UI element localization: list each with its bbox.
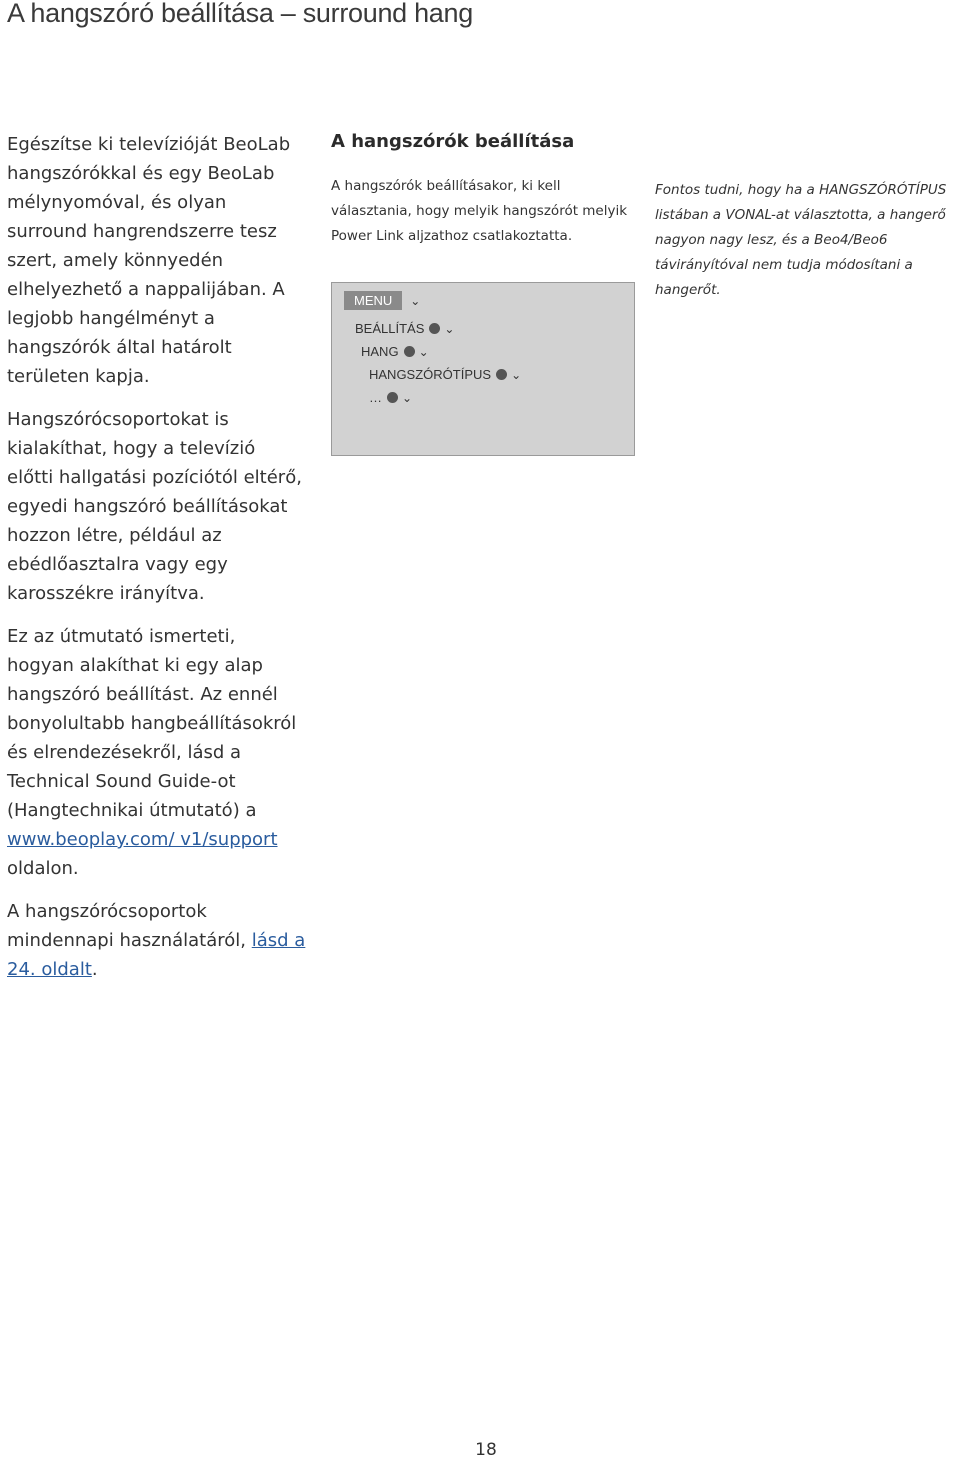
chevron-down-icon: ⌄	[444, 321, 455, 336]
speaker-groups-paragraph: Hangszórócsoportokat is kialakíthat, hogy a televízió előtti hallgatási pozíciótól eltérő, egyedi hangszóró beállításokat hozzon létre, például az ebédlőasztalra vagy egy karosszékre irányítva.	[7, 409, 302, 604]
select-dot-icon	[387, 392, 398, 403]
menu-item-speaker-type: HANGSZÓRÓTÍPUS	[369, 367, 492, 382]
guide-text-end: oldalon.	[7, 858, 79, 879]
page-24-link[interactable]: lásd a 24. oldalt	[7, 930, 306, 980]
beoplay-support-link[interactable]: www.beoplay.com/ v1/support	[7, 829, 278, 850]
select-dot-icon	[429, 323, 440, 334]
volume-warning-note: Fontos tudni, hogy ha a HANGSZÓRÓTÍPUS listában a VONAL-at választotta, a hangerő nagyon nagy lesz, és a Beo4/Beo6 távirányítóval nem tudja módosítani a hangerőt.	[655, 182, 947, 298]
menu-item-ellipsis: …	[369, 390, 382, 405]
menu-path-diagram	[331, 282, 635, 456]
guide-text: Ez az útmutató ismerteti, hogyan alakíthat ki egy alap hangszóró beállítást. Az ennél bonyolultabb hangbeállításokról és elrendezésekről, lásd a Technical Sound Guide-ot (Hangtechnikai útmutató) a	[7, 626, 297, 821]
menu-row-more	[369, 390, 412, 405]
menu-row-root	[344, 291, 420, 310]
page-number: 18	[475, 1440, 497, 1460]
chevron-down-icon: ⌄	[402, 390, 413, 405]
page-title: A hangszóró beállítása – surround hang	[7, 0, 473, 28]
menu-row-settings	[355, 321, 454, 336]
daily-use-text-end: .	[91, 959, 98, 980]
menu-item-sound: HANG	[361, 344, 399, 359]
chevron-down-icon: ⌄	[410, 293, 421, 308]
note-column	[655, 178, 960, 303]
intro-paragraph: Egészítse ki televízióját BeoLab hangszórókkal és egy BeoLab mélynyomóval, és olyan surround hangrendszerre tesz szert, amely könnyedén elhelyezhető a nappalijában. A legjobb hangélményt a hangszórók által határolt területen kapja.	[7, 134, 291, 387]
menu-row-speaker-type	[369, 367, 521, 382]
menu-label: MENU	[344, 291, 402, 310]
daily-use-paragraph	[7, 897, 307, 984]
chevron-down-icon: ⌄	[418, 344, 429, 359]
menu-row-sound	[361, 344, 429, 359]
menu-item-settings: BEÁLLÍTÁS	[355, 321, 425, 336]
setup-text: A hangszórók beállításakor, ki kell választania, hogy melyik hangszórót melyik Power Link aljzathoz csatlakoztatta.	[331, 178, 628, 244]
section-heading: A hangszórók beállítása	[331, 131, 575, 152]
intro-column	[7, 130, 307, 998]
setup-column	[331, 130, 641, 249]
guide-paragraph	[7, 622, 307, 883]
select-dot-icon	[404, 346, 415, 357]
select-dot-icon	[496, 369, 507, 380]
chevron-down-icon: ⌄	[511, 367, 522, 382]
daily-use-text: A hangszórócsoportok mindennapi használatáról,	[7, 901, 252, 951]
